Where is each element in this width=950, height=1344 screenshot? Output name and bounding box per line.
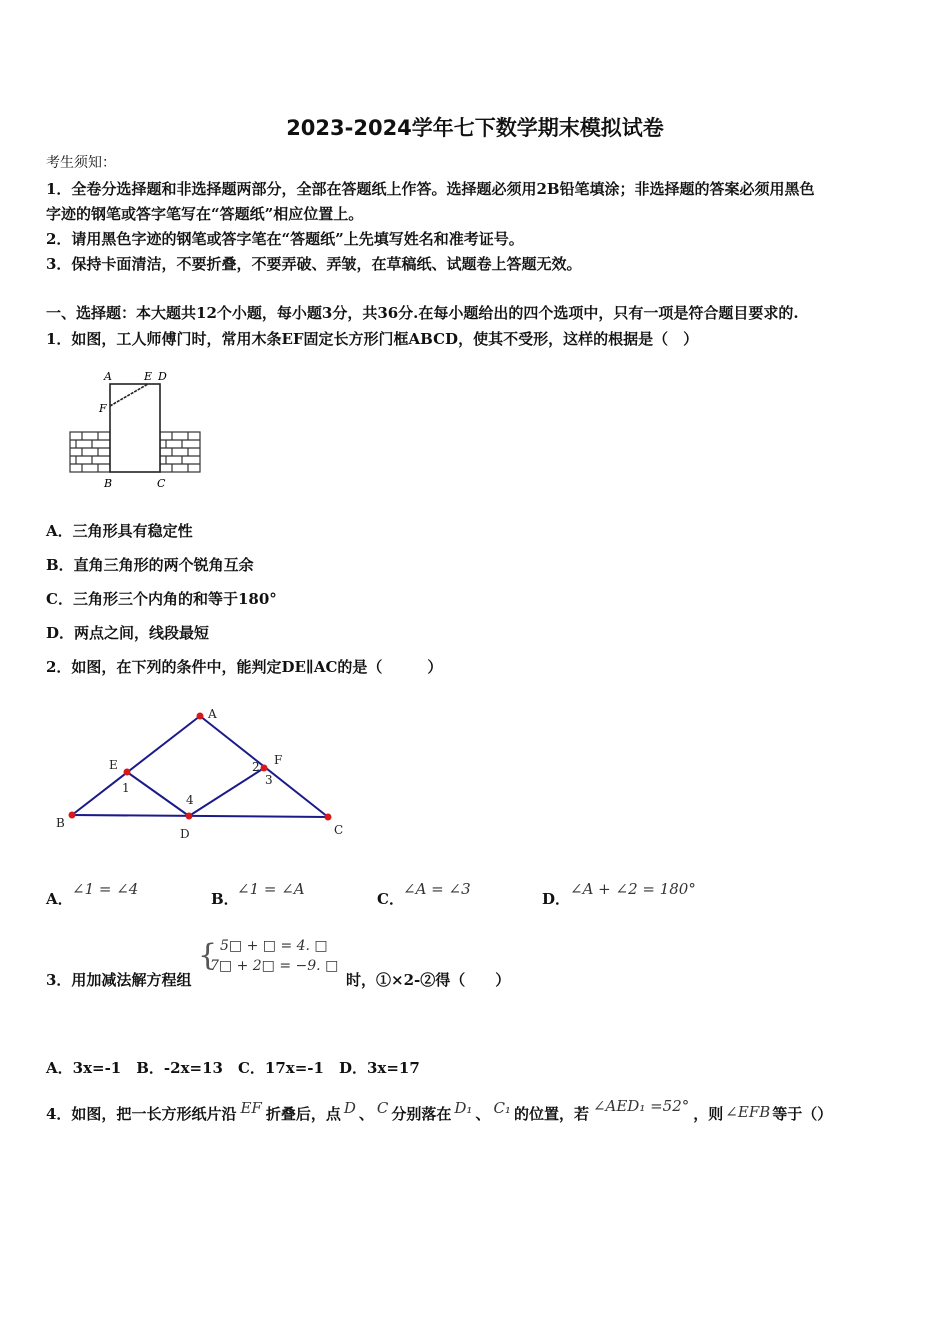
equation-brace: { (198, 938, 218, 973)
notice-item: 2．请用黑色字迹的钢笔或答字笔在“答题纸”上先填写姓名和准考证号。 (46, 230, 524, 248)
q4-math: D (343, 1099, 356, 1117)
label-e: E (109, 758, 118, 772)
label-c: C (334, 823, 344, 837)
question-3-stem-post: 时，①×2-②得（ ） (346, 971, 511, 989)
label-e: E (144, 370, 153, 383)
q4-math: C₁ (493, 1099, 511, 1117)
q4-text: 4．如图，把一长方形纸片沿 (46, 1105, 237, 1123)
angle-3-label: 3 (265, 773, 273, 787)
label-a: A (208, 707, 217, 721)
q2-option-d-expr: ∠A + ∠2 = 180° (570, 880, 696, 898)
equation-system (204, 936, 338, 976)
q2-option-a-letter: A． (46, 890, 73, 908)
notice-heading: 考生须知： (46, 155, 116, 171)
question-3-stem-pre: 3．用加减法解方程组 (46, 971, 192, 989)
q2-option-c-letter: C． (377, 890, 404, 908)
q4-text: 、 (358, 1105, 374, 1123)
triangle-figure (50, 700, 360, 850)
notice-item: 3．保持卡面清洁，不要折叠，不要弄破、弄皱，在草稿纸、试题卷上答题无效。 (46, 255, 582, 273)
notice-item: 1．全卷分选择题和非选择题两部分，全部在答题纸上作答。选择题必须用2B铅笔填涂；非选择题的答案必须用黑色 (46, 180, 815, 198)
label-b: B (104, 477, 113, 490)
label-b: B (56, 816, 65, 830)
q4-text: 等于（） (772, 1105, 833, 1123)
angle-2-label: 2 (252, 760, 260, 774)
q4-math: D₁ (454, 1099, 473, 1117)
notice-item: 字迹的钢笔或答字笔写在“答题纸”相应位置上。 (46, 205, 364, 223)
section-heading: 一、选择题：本大题共12个小题，每小题3分，共36分.在每小题给出的四个选项中，只有一项是符合题目要求的. (46, 304, 799, 322)
label-d: D (158, 370, 167, 383)
q2-option-b-letter: B． (211, 890, 239, 908)
page-title: 2023-2024学年七下数学期末模拟试卷 (286, 116, 664, 140)
label-d: D (180, 827, 190, 841)
q1-option-c: C．三角形三个内角的和等于180° (46, 590, 277, 608)
angle-4-label: 4 (186, 793, 194, 807)
q4-text: 折叠后，点 (265, 1105, 341, 1123)
q2-option-c-expr: ∠A = ∠3 (403, 880, 471, 898)
question-2-stem: 2．如图，在下列的条件中，能判定DE∥AC的是（ ） (46, 658, 443, 676)
q1-option-d: D．两点之间，线段最短 (46, 624, 210, 642)
label-c: C (157, 477, 166, 490)
q4-text: ，则 (693, 1105, 724, 1123)
question-1-stem: 1．如图，工人师傅门时，常用木条EF固定长方形门框ABCD，使其不受形，这样的根据是（ ） (46, 330, 699, 348)
door-frame-figure (66, 366, 206, 492)
q1-option-a: A．三角形具有稳定性 (46, 522, 193, 540)
q4-math: ∠AED₁ =52° (592, 1097, 690, 1115)
equation-1: 5□ + □ = 4. □ (220, 938, 328, 954)
question-4-stem (46, 1097, 833, 1124)
label-f: F (99, 402, 107, 415)
q4-text: 、 (475, 1105, 491, 1123)
q4-math: C (376, 1099, 389, 1117)
q4-math: ∠EFB (725, 1103, 771, 1121)
q1-option-b: B．直角三角形的两个锐角互余 (46, 556, 254, 574)
q2-option-b-expr: ∠1 = ∠A (237, 880, 305, 898)
q4-text: 分别落在 (391, 1105, 452, 1123)
q4-math: EF (240, 1099, 262, 1117)
label-a: A (104, 370, 112, 383)
q2-option-d-letter: D． (542, 890, 571, 908)
q3-options: A．3x=-1 B．-2x=13 C．17x=-1 D．3x=17 (46, 1059, 420, 1077)
q2-option-a-expr: ∠1 = ∠4 (72, 880, 139, 898)
label-f: F (274, 753, 283, 767)
angle-1-label: 1 (122, 781, 130, 795)
equation-2: 7□ + 2□ = −9. □ (210, 958, 339, 974)
q4-text: 的位置，若 (513, 1105, 589, 1123)
